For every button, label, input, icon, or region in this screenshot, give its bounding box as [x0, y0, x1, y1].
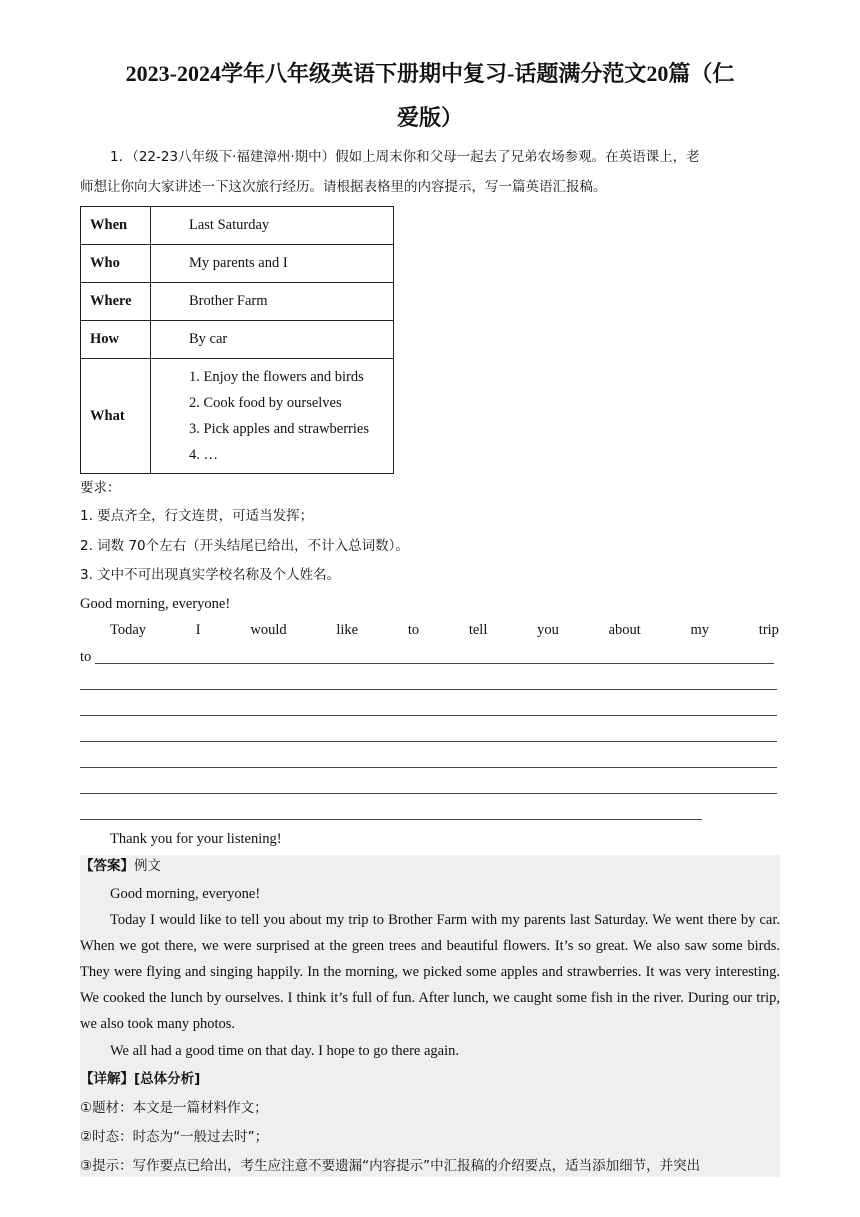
writing-line[interactable]: [80, 767, 777, 768]
essay-word: would: [250, 622, 287, 638]
analysis-item: ②时态：时态为“一般过去时”；: [80, 1129, 269, 1145]
table-row: [81, 245, 394, 283]
list-item: 1. Enjoy the flowers and birds: [189, 369, 364, 385]
analysis-item: ①题材：本文是一篇材料作文；: [80, 1100, 268, 1116]
table-value: My parents and I: [151, 245, 394, 283]
answer-label: 【答案】: [80, 858, 134, 874]
requirements-label: 要求：: [80, 480, 121, 496]
essay-word: about: [608, 622, 641, 638]
table-value: By car: [151, 321, 394, 359]
table-value: Last Saturday: [151, 207, 394, 245]
essay-word: trip: [758, 622, 779, 638]
table-key: How: [81, 321, 151, 359]
answer-heading: [80, 853, 780, 879]
writing-line[interactable]: [95, 663, 774, 664]
table-key: What: [81, 359, 151, 474]
table-key: When: [81, 207, 151, 245]
essay-word: my: [690, 622, 710, 638]
title-line-1: 2023-2024学年八年级英语下册期中复习-话题满分范文20篇（仁: [125, 61, 735, 86]
table-key: Who: [81, 245, 151, 283]
essay-to-word: to: [80, 649, 92, 665]
table-value: Brother Farm: [151, 283, 394, 321]
table-row: [81, 321, 394, 359]
essay-word: to: [407, 622, 420, 638]
info-table: [80, 206, 394, 474]
writing-line[interactable]: [80, 741, 777, 742]
essay-word: like: [336, 622, 359, 638]
question-line-2: 师想让你向大家讲述一下这次旅行经历。请根据表格里的内容提示，写一篇英语汇报稿。: [80, 179, 607, 195]
essay-word: tell: [468, 622, 488, 638]
answer-greeting: Good morning, everyone!: [110, 886, 261, 902]
answer-label-2: 例文: [134, 858, 161, 874]
table-key: Where: [81, 283, 151, 321]
essay-closing: Thank you for your listening!: [110, 831, 282, 847]
title-line-2: 爱版）: [396, 105, 463, 130]
essay-opening-line: [110, 617, 779, 643]
essay-word: you: [537, 622, 559, 638]
essay-greeting: Good morning, everyone!: [80, 596, 231, 612]
analysis-heading: [80, 1066, 780, 1092]
document-title: [80, 52, 780, 140]
list-item: 4. …: [189, 447, 218, 463]
table-value-list: [151, 359, 394, 474]
list-item: 2. Cook food by ourselves: [189, 395, 342, 411]
table-row: [81, 283, 394, 321]
table-row: [81, 207, 394, 245]
analysis-item: ③提示：写作要点已给出，考生应注意不要遗漏“内容提示”中汇报稿的介绍要点，适当添加细节，并突出: [80, 1158, 701, 1174]
writing-line[interactable]: [80, 819, 702, 820]
writing-line[interactable]: [80, 793, 777, 794]
writing-line[interactable]: [80, 689, 777, 690]
requirement-item: 2. 词数 70个左右（开头结尾已给出，不计入总词数）。: [80, 538, 409, 554]
essay-word: Today: [110, 622, 147, 638]
answer-ending: We all had a good time on that day. I hope to go there again.: [110, 1043, 460, 1059]
requirement-item: 3. 文中不可出现真实学校名称及个人姓名。: [80, 567, 341, 583]
table-row: [81, 359, 394, 474]
analysis-label: 【详解】: [80, 1071, 134, 1087]
analysis-label-2: [总体分析]: [134, 1071, 201, 1087]
requirement-item: 1. 要点齐全，行文连贯，可适当发挥；: [80, 508, 314, 524]
question-line-1: 1．（22-23八年级下·福建漳州·期中）假如上周末你和父母一起去了兄弟农场参观。在英语课上，老: [110, 149, 700, 165]
writing-line[interactable]: [80, 715, 777, 716]
list-item: 3. Pick apples and strawberries: [189, 421, 369, 437]
answer-body: Today I would like to tell you about my trip to Brother Farm with my parents last Saturday. We went there by car. When we got there, we were surprised at the green trees and beautiful flowers. It’s so great. We also saw some birds. They were flying and singing happily. In the morning, we picked some apples and strawberries. It was very interesting. We cooked the lunch by ourselves. I think it’s full of fun. After lunch, we caught some fish in the river. During our trip, we also took many photos.: [80, 912, 780, 1032]
essay-word: I: [195, 622, 201, 638]
